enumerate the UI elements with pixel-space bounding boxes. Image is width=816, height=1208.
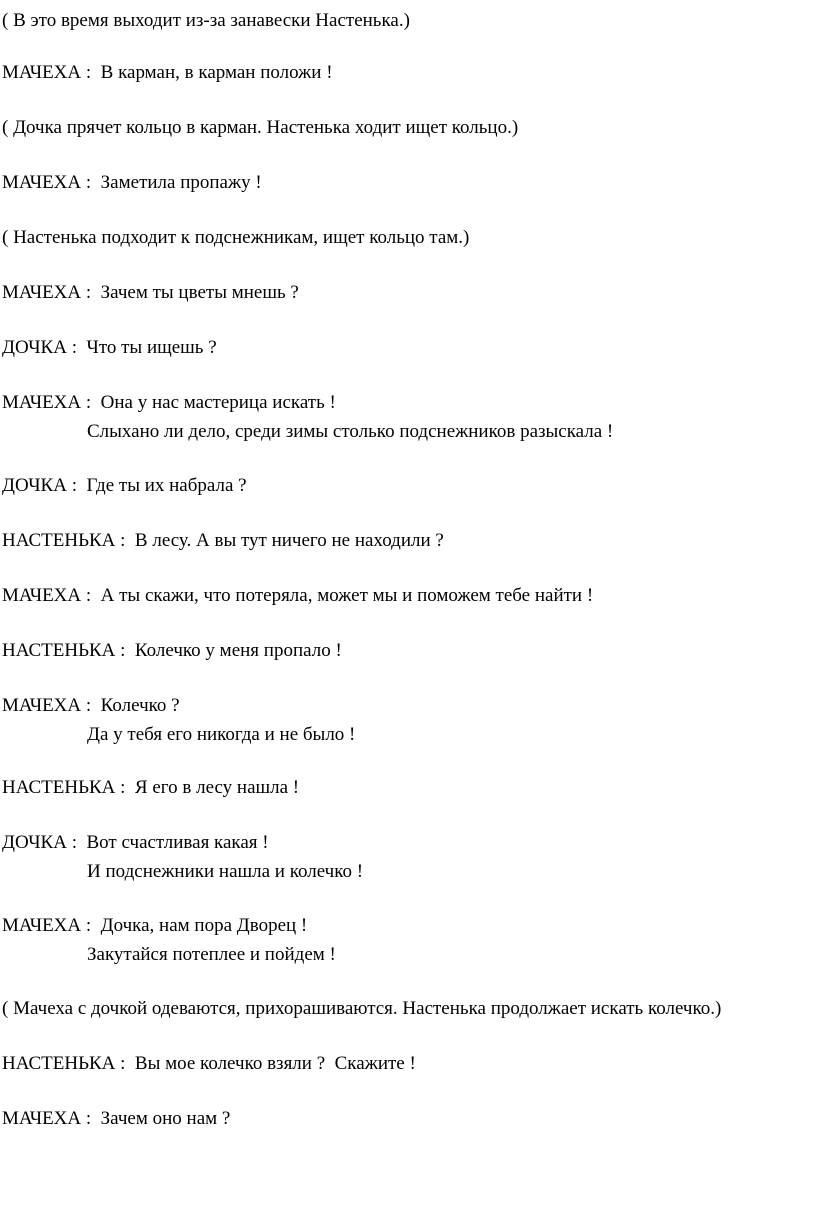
dialogue-line: МАЧЕХА : Зачем ты цветы мнешь ? (2, 282, 299, 303)
dialogue-line: ДОЧКА : Что ты ищешь ? (2, 337, 217, 358)
dialogue-line: НАСТЕНЬКА : В лесу. А вы тут ничего не находили ? (2, 530, 444, 551)
dialogue-continuation: И подснежники нашла и колечко ! (87, 861, 364, 882)
stage-direction: ( Мачеха с дочкой одеваются, прихорашиваются. Настенька продолжает искать колечко.) (2, 998, 722, 1019)
dialogue-continuation: Закутайся потеплее и пойдем ! (87, 944, 336, 965)
dialogue-line: МАЧЕХА : В карман, в карман положи ! (2, 62, 333, 83)
stage-direction: ( Настенька подходит к подснежникам, ищет кольцо там.) (2, 227, 470, 248)
dialogue-line: ДОЧКА : Вот счастливая какая ! (2, 832, 269, 853)
stage-direction: ( В это время выходит из-за занавески Настенька.) (2, 10, 410, 31)
dialogue-line: МАЧЕХА : Дочка, нам пора Дворец ! (2, 915, 308, 936)
dialogue-line: НАСТЕНЬКА : Я его в лесу нашла ! (2, 777, 300, 798)
dialogue-line: МАЧЕХА : Она у нас мастерица искать ! (2, 392, 336, 413)
dialogue-line: ДОЧКА : Где ты их набрала ? (2, 475, 247, 496)
dialogue-line: МАЧЕХА : Зачем оно нам ? (2, 1108, 231, 1129)
dialogue-line: МАЧЕХА : Заметила пропажу ! (2, 172, 262, 193)
dialogue-line: НАСТЕНЬКА : Колечко у меня пропало ! (2, 640, 342, 661)
dialogue-line: МАЧЕХА : Колечко ? (2, 695, 180, 716)
dialogue-line: НАСТЕНЬКА : Вы мое колечко взяли ? Скажите ! (2, 1053, 416, 1074)
stage-direction: ( Дочка прячет кольцо в карман. Настенька ходит ищет кольцо.) (2, 117, 519, 138)
dialogue-continuation: Слыхано ли дело, среди зимы столько подснежников разыскала ! (87, 421, 614, 442)
dialogue-line: МАЧЕХА : А ты скажи, что потеряла, может мы и поможем тебе найти ! (2, 585, 594, 606)
dialogue-continuation: Да у тебя его никогда и не было ! (87, 724, 356, 745)
